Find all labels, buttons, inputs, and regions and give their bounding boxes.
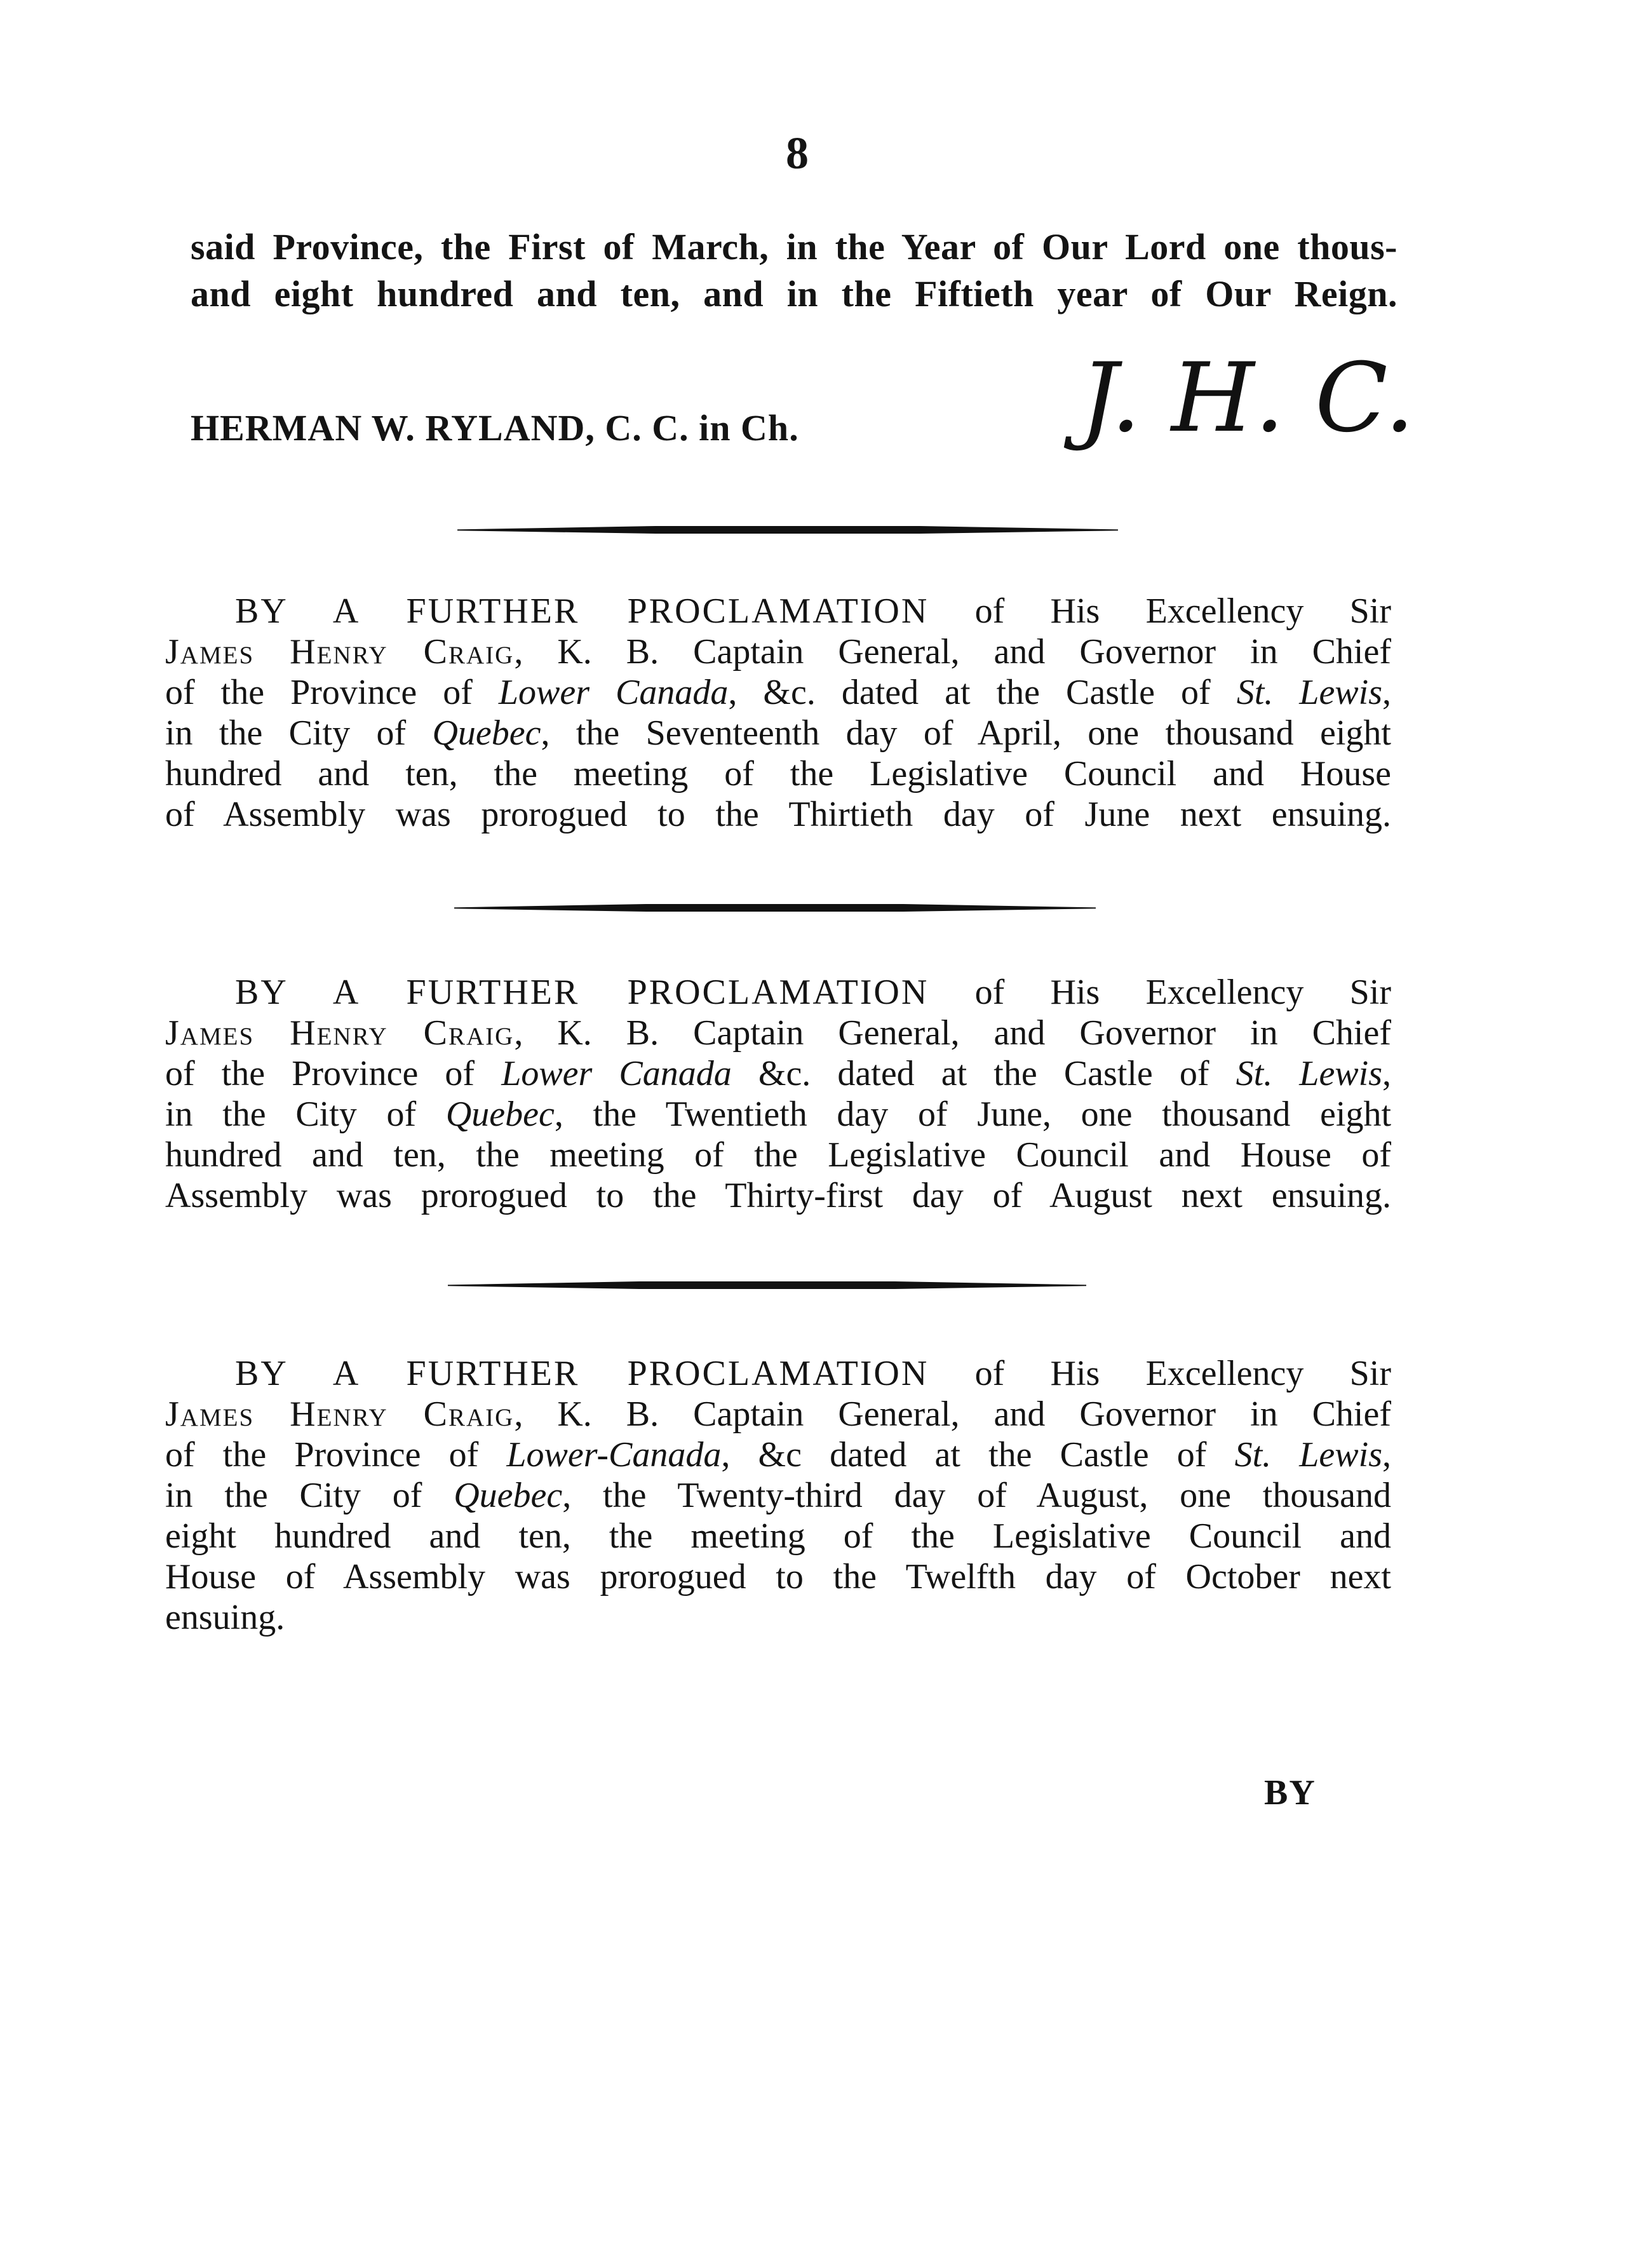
continuation-line: said Province, the First of March, in the Year of Our Lord one thous- bbox=[191, 226, 1398, 267]
province-name: Lower Canada bbox=[498, 673, 729, 712]
proclamation-heading: BY A FURTHER PROCLAMATION bbox=[235, 1354, 929, 1393]
divider-rule bbox=[448, 1281, 1086, 1289]
signatory: HERMAN W. RYLAND, C. C. in Ch. bbox=[191, 407, 799, 449]
proclamation-paragraph: BY A FURTHER PROCLAMATION of His Excellency Sir James Henry Craig, K. B. Captain General, and Governor in Chief of the Province of Lower Canada, &c. dated at the Castle of St. Lewis, in the City of Quebec, the Seventeenth day of April, one thousand eight hundred and ten, the meeting of the Legislative Council and House of Assembly was prorogued to the Thirtieth day of June next ensuing. bbox=[165, 591, 1392, 834]
page-number: 8 bbox=[786, 128, 809, 179]
governor-name: James Henry Craig bbox=[165, 1394, 515, 1434]
city-name: Quebec bbox=[454, 1476, 563, 1515]
province-name: Lower-Canada bbox=[506, 1435, 722, 1475]
city-name: Quebec bbox=[445, 1095, 555, 1134]
castle-name: St. Lewis bbox=[1236, 673, 1383, 712]
governor-name: James Henry Craig bbox=[165, 632, 515, 672]
catchword: BY bbox=[1264, 1773, 1316, 1812]
divider-rule bbox=[457, 526, 1118, 534]
proclamation-heading: BY A FURTHER PROCLAMATION bbox=[235, 973, 929, 1012]
castle-name: St. Lewis bbox=[1234, 1435, 1382, 1475]
continuation-text bbox=[191, 224, 1398, 318]
proclamation-paragraph: BY A FURTHER PROCLAMATION of His Excellency Sir James Henry Craig, K. B. Captain General, and Governor in Chief of the Province of Lower-Canada, &c dated at the Castle of St. Lewis, in the City of Quebec, the Twenty-third day of August, one thousand eight hundred and ten, the meeting of the Legislative Council and House of Assembly was prorogued to the Twelfth day of October next ensuing. bbox=[165, 1354, 1391, 1637]
city-name: Quebec bbox=[432, 713, 541, 753]
divider-rule bbox=[454, 904, 1096, 912]
governor-name: James Henry Craig bbox=[165, 1013, 515, 1053]
province-name: Lower Canada bbox=[501, 1054, 732, 1093]
proclamation-heading: BY A FURTHER PROCLAMATION bbox=[235, 591, 929, 631]
continuation-line: and eight hundred and ten, and in the Fiftieth year of Our Reign. bbox=[191, 273, 1398, 314]
signature-initials: J. H. C. bbox=[1080, 343, 1415, 454]
proclamation-paragraph: BY A FURTHER PROCLAMATION of His Excellency Sir James Henry Craig, K. B. Captain General, and Governor in Chief of the Province of Lower Canada &c. dated at the Castle of St. Lewis, in the City of Quebec, the Twentieth day of June, one thousand eight hundred and ten, the meeting of the Legislative Council and House of Assembly was prorogued to the Thirty-first day of August next ensuing. bbox=[165, 973, 1392, 1215]
castle-name: St. Lewis bbox=[1236, 1054, 1383, 1093]
